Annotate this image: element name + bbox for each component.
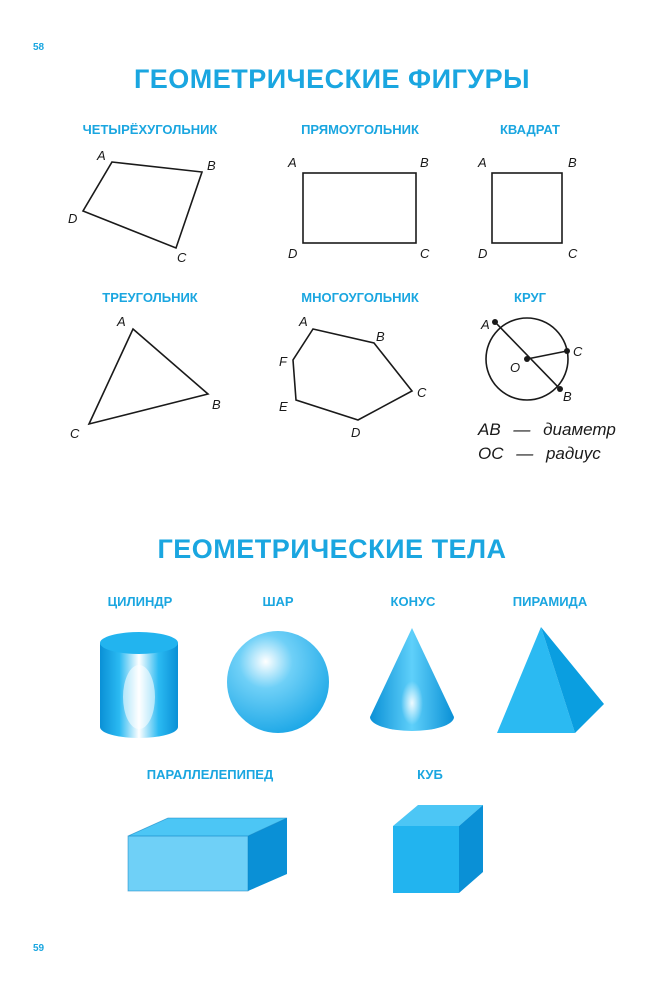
- vertex-label: B: [207, 158, 216, 173]
- cube-label: КУБ: [417, 767, 443, 782]
- legend-meaning: радиус: [545, 444, 601, 463]
- point-label: O: [510, 360, 521, 375]
- legend-dash: —: [516, 444, 534, 463]
- legend-dash: —: [513, 420, 531, 439]
- cylinder-label: ЦИЛИНДР: [107, 594, 173, 609]
- circle-label: КРУГ: [514, 290, 546, 305]
- vertex-label: D: [288, 246, 298, 261]
- vertex-label: D: [478, 246, 488, 261]
- vertex-label: C: [420, 246, 430, 261]
- point-label: A: [481, 317, 490, 332]
- vertex-label: C: [177, 250, 187, 265]
- vertex-label: B: [376, 329, 385, 344]
- legend-term: AB: [478, 420, 501, 439]
- vertex-label: A: [288, 155, 297, 170]
- vertex-label: A: [299, 314, 308, 329]
- pyramid-label: ПИРАМИДА: [512, 594, 588, 609]
- vertex-label: E: [279, 399, 288, 414]
- quadrilateral-label: ЧЕТЫРЁХУГОЛЬНИК: [82, 122, 218, 137]
- rectangle-label: ПРЯМОУГОЛЬНИК: [301, 122, 419, 137]
- cone-solid: [370, 628, 454, 731]
- cube-solid: [393, 805, 483, 893]
- vertex-label: A: [97, 148, 106, 163]
- vertex-label: B: [568, 155, 577, 170]
- sphere-label: ШАР: [262, 594, 294, 609]
- point-label: C: [573, 344, 583, 359]
- vertex-label: C: [417, 385, 427, 400]
- vertex-label: A: [478, 155, 487, 170]
- vertex-label: A: [117, 314, 126, 329]
- square-label: КВАДРАТ: [499, 122, 561, 137]
- legend-meaning: диаметр: [543, 420, 616, 439]
- vertex-label: C: [568, 246, 578, 261]
- legend-term: OC: [478, 444, 504, 463]
- vertex-label: D: [68, 211, 78, 226]
- cylinder-solid: [100, 632, 178, 738]
- point-label: B: [563, 389, 572, 404]
- page-number-bottom: 59: [33, 943, 45, 954]
- cone-label: КОНУС: [390, 594, 436, 609]
- pyramid-solid: [497, 627, 604, 733]
- vertex-label: B: [212, 397, 221, 412]
- vertex-label: F: [279, 354, 287, 369]
- polygon-label: МНОГОУГОЛЬНИК: [301, 290, 419, 305]
- figures-section-title: ГЕОМЕТРИЧЕСКИЕ ФИГУРЫ: [133, 64, 531, 94]
- triangle-label: ТРЕУГОЛЬНИК: [102, 290, 198, 305]
- solids-section-title: ГЕОМЕТРИЧЕСКИЕ ТЕЛА: [157, 534, 507, 564]
- page-number-top: 58: [33, 42, 45, 53]
- vertex-label: B: [420, 155, 429, 170]
- vertex-label: C: [70, 426, 80, 441]
- vertex-label: D: [351, 425, 361, 440]
- cuboid-label: ПАРАЛЛЕЛЕПИПЕД: [146, 767, 274, 782]
- cuboid-solid: [128, 818, 287, 891]
- sphere-solid: [227, 631, 329, 733]
